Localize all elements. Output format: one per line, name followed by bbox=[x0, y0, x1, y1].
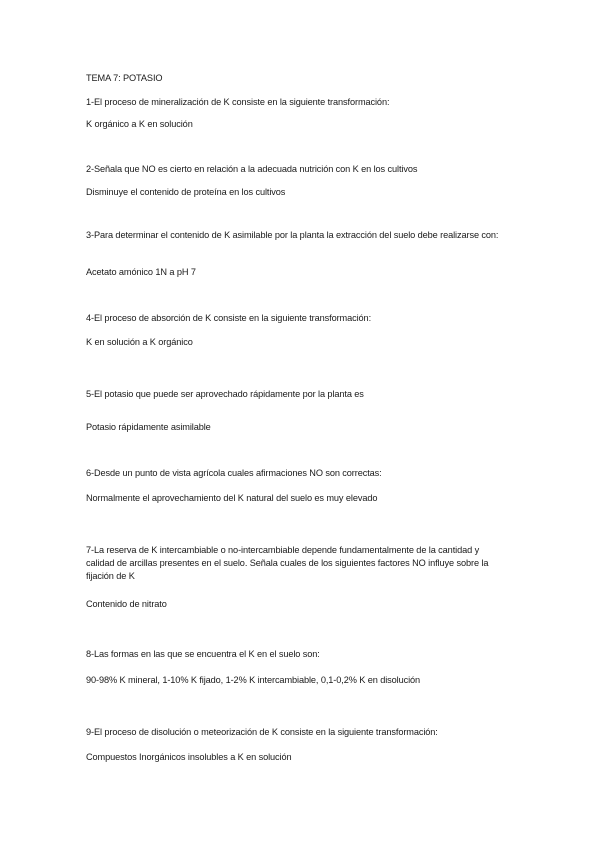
question-5: 5-El potasio que puede ser aprovechado rápidamente por la planta es bbox=[86, 389, 364, 399]
answer-9: Compuestos Inorgánicos insolubles a K en solución bbox=[86, 752, 292, 762]
answer-7: Contenido de nitrato bbox=[86, 599, 167, 609]
document-title: TEMA 7: POTASIO bbox=[86, 73, 163, 83]
answer-3: Acetato amónico 1N a pH 7 bbox=[86, 267, 196, 277]
question-2: 2-Señala que NO es cierto en relación a la adecuada nutrición con K en los cultivos bbox=[86, 164, 418, 174]
question-8: 8-Las formas en las que se encuentra el K en el suelo son: bbox=[86, 649, 320, 659]
question-4: 4-El proceso de absorción de K consiste en la siguiente transformación: bbox=[86, 313, 372, 323]
answer-8: 90-98% K mineral, 1-10% K fijado, 1-2% K intercambiable, 0,1-0,2% K en disolución bbox=[86, 675, 421, 685]
question-9: 9-El proceso de disolución o meteorización de K consiste en la siguiente transformación: bbox=[86, 727, 438, 737]
question-3: 3-Para determinar el contenido de K asimilable por la planta la extracción del suelo debe realizarse con: bbox=[86, 230, 499, 240]
answer-6: Normalmente el aprovechamiento del K natural del suelo es muy elevado bbox=[86, 493, 378, 503]
answer-2: Disminuye el contenido de proteína en los cultivos bbox=[86, 187, 286, 197]
question-1: 1-El proceso de mineralización de K consiste en la siguiente transformación: bbox=[86, 97, 390, 107]
question-7: 7-La reserva de K intercambiable o no-intercambiable depende fundamentalmente de la cantidad y calidad de arcillas presentes en el suelo. Señala cuales de los siguientes factores NO influye sobre la fijación de K bbox=[86, 545, 489, 581]
answer-1: K orgánico a K en solución bbox=[86, 119, 193, 129]
question-6: 6-Desde un punto de vista agrícola cuales afirmaciones NO son correctas: bbox=[86, 468, 382, 478]
answer-4: K en solución a K orgánico bbox=[86, 337, 193, 347]
answer-5: Potasio rápidamente asimilable bbox=[86, 422, 211, 432]
